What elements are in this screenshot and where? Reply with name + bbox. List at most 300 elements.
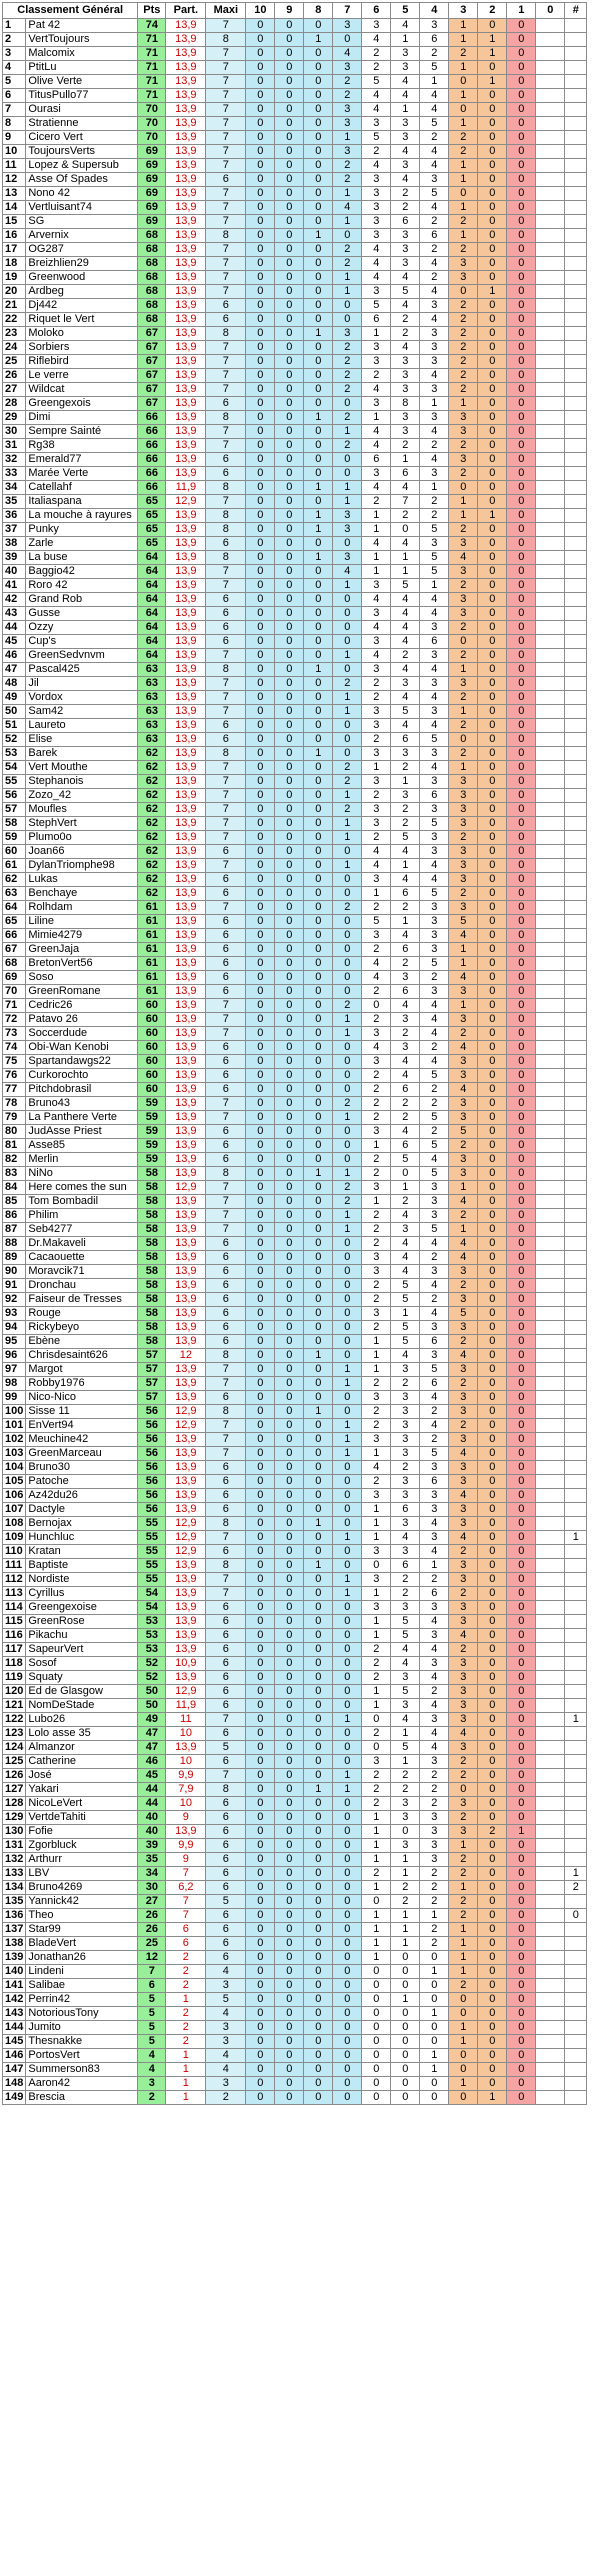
cell-name: Catherine <box>26 1755 138 1769</box>
table-row <box>3 635 587 649</box>
cell-c1: 0 <box>507 1699 536 1713</box>
cell-c2: 0 <box>478 1657 507 1671</box>
cell-name: GreenSedvnvm <box>26 649 138 663</box>
cell-pts: 67 <box>138 327 166 341</box>
cell-c10: 0 <box>246 1531 275 1545</box>
cell-c5: 6 <box>391 887 420 901</box>
cell-pts: 54 <box>138 1587 166 1601</box>
cell-part: 13,9 <box>166 1027 206 1041</box>
cell-c3: 2 <box>449 1811 478 1825</box>
cell-c8: 0 <box>304 2077 333 2091</box>
cell-c1: 0 <box>507 1531 536 1545</box>
cell-c7: 0 <box>333 1643 362 1657</box>
cell-c9: 0 <box>275 1069 304 1083</box>
cell-part: 13,9 <box>166 817 206 831</box>
cell-hash <box>565 1503 587 1517</box>
cell-pts: 53 <box>138 1629 166 1643</box>
cell-c9: 0 <box>275 2021 304 2035</box>
cell-hash <box>565 803 587 817</box>
table-row <box>3 1671 587 1685</box>
cell-c6: 3 <box>362 19 391 33</box>
table-row <box>3 1881 587 1895</box>
cell-c8: 0 <box>304 957 333 971</box>
cell-c1: 0 <box>507 1363 536 1377</box>
cell-c10: 0 <box>246 1391 275 1405</box>
cell-maxi: 6 <box>206 467 246 481</box>
cell-c6: 3 <box>362 579 391 593</box>
cell-c2: 0 <box>478 1755 507 1769</box>
cell-c8: 0 <box>304 19 333 33</box>
cell-c8: 0 <box>304 2035 333 2049</box>
cell-c2: 0 <box>478 1489 507 1503</box>
cell-c1: 0 <box>507 2091 536 2105</box>
cell-c7: 0 <box>333 2049 362 2063</box>
cell-c1: 0 <box>507 1111 536 1125</box>
cell-c5: 1 <box>391 1909 420 1923</box>
cell-c0 <box>536 537 565 551</box>
cell-c8: 0 <box>304 1027 333 1041</box>
cell-pts: 66 <box>138 439 166 453</box>
cell-c6: 0 <box>362 2021 391 2035</box>
cell-c0 <box>536 565 565 579</box>
cell-hash <box>565 271 587 285</box>
cell-rank: 48 <box>3 677 26 691</box>
cell-part: 1 <box>166 2063 206 2077</box>
cell-c7: 3 <box>333 145 362 159</box>
cell-c0 <box>536 1671 565 1685</box>
cell-c8: 0 <box>304 1223 333 1237</box>
cell-c2: 0 <box>478 1083 507 1097</box>
cell-name: Grand Rob <box>26 593 138 607</box>
cell-c9: 0 <box>275 1433 304 1447</box>
cell-maxi: 6 <box>206 1265 246 1279</box>
cell-hash <box>565 1377 587 1391</box>
cell-c3: 1 <box>449 999 478 1013</box>
cell-c10: 0 <box>246 1573 275 1587</box>
cell-c9: 0 <box>275 1293 304 1307</box>
cell-c5: 6 <box>391 467 420 481</box>
cell-maxi: 6 <box>206 1853 246 1867</box>
cell-name: Faiseur de Tresses <box>26 1293 138 1307</box>
cell-c3: 0 <box>449 187 478 201</box>
cell-c9: 0 <box>275 369 304 383</box>
cell-c8: 0 <box>304 1153 333 1167</box>
cell-c4: 3 <box>420 677 449 691</box>
cell-part: 11,9 <box>166 481 206 495</box>
cell-maxi: 6 <box>206 621 246 635</box>
cell-maxi: 8 <box>206 327 246 341</box>
cell-name: Seb4277 <box>26 1223 138 1237</box>
cell-name: Pikachu <box>26 1629 138 1643</box>
cell-c8: 1 <box>304 411 333 425</box>
cell-c6: 3 <box>362 1545 391 1559</box>
cell-pts: 62 <box>138 873 166 887</box>
table-row <box>3 1979 587 1993</box>
cell-hash <box>565 999 587 1013</box>
cell-name: Bruno43 <box>26 1097 138 1111</box>
cell-pts: 69 <box>138 201 166 215</box>
cell-pts: 57 <box>138 1377 166 1391</box>
cell-c5: 2 <box>391 509 420 523</box>
cell-c6: 2 <box>362 1153 391 1167</box>
table-row <box>3 173 587 187</box>
cell-hash <box>565 2077 587 2091</box>
cell-hash <box>565 19 587 33</box>
cell-c7: 0 <box>333 537 362 551</box>
cell-c10: 0 <box>246 1923 275 1937</box>
cell-c8: 0 <box>304 2063 333 2077</box>
cell-rank: 45 <box>3 635 26 649</box>
cell-rank: 76 <box>3 1069 26 1083</box>
cell-name: GreenRose <box>26 1615 138 1629</box>
cell-rank: 128 <box>3 1797 26 1811</box>
cell-c10: 0 <box>246 901 275 915</box>
cell-name: Riquet le Vert <box>26 313 138 327</box>
cell-pts: 68 <box>138 313 166 327</box>
cell-rank: 109 <box>3 1531 26 1545</box>
cell-maxi: 7 <box>206 1433 246 1447</box>
table-row <box>3 1139 587 1153</box>
cell-c9: 0 <box>275 915 304 929</box>
cell-c7: 1 <box>333 1363 362 1377</box>
cell-maxi: 6 <box>206 873 246 887</box>
cell-c6: 2 <box>362 1069 391 1083</box>
cell-rank: 12 <box>3 173 26 187</box>
cell-pts: 45 <box>138 1769 166 1783</box>
cell-maxi: 8 <box>206 509 246 523</box>
cell-c5: 3 <box>391 1013 420 1027</box>
cell-c4: 2 <box>420 971 449 985</box>
cell-c8: 0 <box>304 1265 333 1279</box>
cell-pts: 65 <box>138 537 166 551</box>
cell-c10: 0 <box>246 1853 275 1867</box>
cell-pts: 69 <box>138 145 166 159</box>
cell-c9: 0 <box>275 1307 304 1321</box>
cell-hash <box>565 1307 587 1321</box>
cell-c3: 1 <box>449 1181 478 1195</box>
cell-rank: 101 <box>3 1419 26 1433</box>
cell-name: Baptiste <box>26 1559 138 1573</box>
cell-part: 2 <box>166 2021 206 2035</box>
cell-c0 <box>536 369 565 383</box>
cell-c3: 2 <box>449 327 478 341</box>
cell-c0 <box>536 1601 565 1615</box>
cell-c2: 0 <box>478 1349 507 1363</box>
cell-c2: 0 <box>478 453 507 467</box>
cell-part: 13,9 <box>166 831 206 845</box>
cell-c1: 0 <box>507 1153 536 1167</box>
cell-c10: 0 <box>246 75 275 89</box>
table-row <box>3 2007 587 2021</box>
table-row <box>3 481 587 495</box>
cell-name: Soso <box>26 971 138 985</box>
cell-c4: 4 <box>420 257 449 271</box>
cell-c3: 3 <box>449 257 478 271</box>
cell-c7: 3 <box>333 509 362 523</box>
cell-c7: 2 <box>333 341 362 355</box>
cell-pts: 71 <box>138 61 166 75</box>
cell-name: NomDeStade <box>26 1699 138 1713</box>
cell-maxi: 8 <box>206 1167 246 1181</box>
cell-pts: 59 <box>138 1139 166 1153</box>
cell-c1: 0 <box>507 1265 536 1279</box>
cell-c0 <box>536 467 565 481</box>
cell-c4: 3 <box>420 649 449 663</box>
cell-c6: 3 <box>362 1307 391 1321</box>
cell-hash <box>565 1587 587 1601</box>
cell-hash <box>565 1923 587 1937</box>
cell-c2: 0 <box>478 1195 507 1209</box>
cell-c1: 0 <box>507 1951 536 1965</box>
cell-c1: 0 <box>507 565 536 579</box>
cell-c2: 0 <box>478 313 507 327</box>
cell-c7: 1 <box>333 831 362 845</box>
cell-name: Sisse 11 <box>26 1405 138 1419</box>
cell-c4: 0 <box>420 2021 449 2035</box>
cell-c4: 1 <box>420 1909 449 1923</box>
cell-c5: 1 <box>391 1181 420 1195</box>
cell-rank: 81 <box>3 1139 26 1153</box>
cell-c9: 0 <box>275 47 304 61</box>
cell-c0 <box>536 789 565 803</box>
cell-rank: 13 <box>3 187 26 201</box>
cell-c5: 4 <box>391 1713 420 1727</box>
cell-c9: 0 <box>275 1083 304 1097</box>
cell-c5: 2 <box>391 761 420 775</box>
cell-c0 <box>536 1293 565 1307</box>
cell-c5: 0 <box>391 2021 420 2035</box>
cell-c1: 0 <box>507 1237 536 1251</box>
cell-pts: 58 <box>138 1293 166 1307</box>
cell-name: Az42du26 <box>26 1489 138 1503</box>
cell-c10: 0 <box>246 1293 275 1307</box>
cell-c6: 4 <box>362 845 391 859</box>
cell-c2: 1 <box>478 285 507 299</box>
cell-c4: 2 <box>420 439 449 453</box>
cell-hash <box>565 1727 587 1741</box>
cell-name: NotoriousTony <box>26 2007 138 2021</box>
cell-c0 <box>536 2049 565 2063</box>
cell-c10: 0 <box>246 61 275 75</box>
cell-c7: 1 <box>333 1783 362 1797</box>
cell-hash <box>565 523 587 537</box>
cell-c6: 0 <box>362 1965 391 1979</box>
cell-c5: 3 <box>391 1489 420 1503</box>
cell-c5: 3 <box>391 1699 420 1713</box>
cell-rank: 106 <box>3 1489 26 1503</box>
cell-c7: 1 <box>333 691 362 705</box>
cell-c10: 0 <box>246 985 275 999</box>
cell-part: 13,9 <box>166 1055 206 1069</box>
cell-maxi: 7 <box>206 1447 246 1461</box>
cell-part: 2 <box>166 2035 206 2049</box>
cell-c0 <box>536 607 565 621</box>
cell-c10: 0 <box>246 1111 275 1125</box>
cell-c6: 6 <box>362 453 391 467</box>
cell-c9: 0 <box>275 439 304 453</box>
table-title: Classement Général <box>3 3 138 19</box>
table-row <box>3 999 587 1013</box>
cell-c9: 0 <box>275 691 304 705</box>
cell-c7: 2 <box>333 173 362 187</box>
cell-c9: 0 <box>275 173 304 187</box>
cell-rank: 99 <box>3 1391 26 1405</box>
cell-rank: 39 <box>3 551 26 565</box>
cell-name: Rolhdam <box>26 901 138 915</box>
cell-rank: 78 <box>3 1097 26 1111</box>
cell-c4: 3 <box>420 1713 449 1727</box>
cell-c2: 0 <box>478 173 507 187</box>
cell-pts: 61 <box>138 915 166 929</box>
cell-rank: 125 <box>3 1755 26 1769</box>
cell-c1: 0 <box>507 425 536 439</box>
table-row <box>3 47 587 61</box>
cell-c4: 4 <box>420 453 449 467</box>
cell-pts: 62 <box>138 845 166 859</box>
cell-maxi: 6 <box>206 887 246 901</box>
cell-c4: 2 <box>420 1895 449 1909</box>
cell-c10: 0 <box>246 411 275 425</box>
cell-name: Cedric26 <box>26 999 138 1013</box>
cell-c6: 3 <box>362 1601 391 1615</box>
cell-c3: 2 <box>449 355 478 369</box>
cell-c6: 4 <box>362 243 391 257</box>
cell-hash <box>565 1293 587 1307</box>
cell-pts: 30 <box>138 1881 166 1895</box>
cell-c2: 0 <box>478 1671 507 1685</box>
table-row <box>3 929 587 943</box>
cell-maxi: 6 <box>206 1069 246 1083</box>
cell-c4: 4 <box>420 313 449 327</box>
cell-maxi: 8 <box>206 1783 246 1797</box>
cell-name: Nordiste <box>26 1573 138 1587</box>
cell-name: Spartandawgs22 <box>26 1055 138 1069</box>
cell-c5: 3 <box>391 789 420 803</box>
cell-c5: 1 <box>391 1993 420 2007</box>
cell-maxi: 6 <box>206 1461 246 1475</box>
cell-pts: 56 <box>138 1405 166 1419</box>
cell-name: BretonVert56 <box>26 957 138 971</box>
cell-c8: 0 <box>304 1055 333 1069</box>
cell-c6: 2 <box>362 1377 391 1391</box>
cell-c9: 0 <box>275 621 304 635</box>
cell-c4: 4 <box>420 103 449 117</box>
cell-name: Laureto <box>26 719 138 733</box>
cell-pts: 56 <box>138 1419 166 1433</box>
cell-c7: 1 <box>333 649 362 663</box>
cell-c2: 0 <box>478 355 507 369</box>
cell-name: Arvernix <box>26 229 138 243</box>
cell-c1: 0 <box>507 103 536 117</box>
cell-name: DylanTriomphe98 <box>26 859 138 873</box>
cell-c5: 4 <box>391 271 420 285</box>
cell-hash <box>565 1951 587 1965</box>
cell-name: Baggio42 <box>26 565 138 579</box>
cell-c9: 0 <box>275 579 304 593</box>
cell-c3: 4 <box>449 1447 478 1461</box>
cell-c0 <box>536 2035 565 2049</box>
cell-c4: 2 <box>420 1125 449 1139</box>
cell-c2: 0 <box>478 1531 507 1545</box>
cell-c7: 3 <box>333 327 362 341</box>
cell-c5: 3 <box>391 1447 420 1461</box>
cell-c4: 3 <box>420 1181 449 1195</box>
cell-c1: 0 <box>507 1615 536 1629</box>
cell-rank: 32 <box>3 453 26 467</box>
table-row <box>3 845 587 859</box>
cell-c6: 3 <box>362 1489 391 1503</box>
cell-c0 <box>536 1881 565 1895</box>
cell-c0 <box>536 1433 565 1447</box>
cell-name: StephVert <box>26 817 138 831</box>
cell-part: 13,9 <box>166 285 206 299</box>
cell-hash <box>565 1895 587 1909</box>
table-row <box>3 2049 587 2063</box>
cell-part: 13,9 <box>166 1041 206 1055</box>
cell-rank: 114 <box>3 1601 26 1615</box>
cell-c10: 0 <box>246 1265 275 1279</box>
cell-c4: 4 <box>420 1307 449 1321</box>
cell-c1: 0 <box>507 1545 536 1559</box>
cell-c2: 0 <box>478 1517 507 1531</box>
cell-maxi: 7 <box>206 383 246 397</box>
cell-c7: 1 <box>333 1223 362 1237</box>
cell-c7: 0 <box>333 1895 362 1909</box>
cell-pts: 67 <box>138 355 166 369</box>
cell-c0 <box>536 915 565 929</box>
cell-c5: 2 <box>391 1783 420 1797</box>
cell-hash <box>565 1055 587 1069</box>
cell-part: 12,9 <box>166 1405 206 1419</box>
cell-c7: 0 <box>333 1853 362 1867</box>
cell-c4: 2 <box>420 47 449 61</box>
cell-c5: 4 <box>391 19 420 33</box>
cell-part: 13,9 <box>166 19 206 33</box>
cell-c1: 0 <box>507 1797 536 1811</box>
cell-c6: 2 <box>362 1223 391 1237</box>
cell-c4: 4 <box>420 425 449 439</box>
cell-part: 13,9 <box>166 1069 206 1083</box>
cell-name: VertdeTahiti <box>26 1811 138 1825</box>
cell-hash <box>565 649 587 663</box>
cell-c1: 0 <box>507 313 536 327</box>
cell-c0 <box>536 47 565 61</box>
cell-c5: 7 <box>391 495 420 509</box>
cell-c8: 0 <box>304 1573 333 1587</box>
cell-part: 2 <box>166 1951 206 1965</box>
cell-c0 <box>536 1741 565 1755</box>
cell-pts: 62 <box>138 803 166 817</box>
cell-maxi: 6 <box>206 1237 246 1251</box>
cell-c7: 3 <box>333 61 362 75</box>
cell-part: 7 <box>166 1909 206 1923</box>
cell-c7: 0 <box>333 719 362 733</box>
cell-name: Arthurr <box>26 1853 138 1867</box>
cell-part: 7 <box>166 1895 206 1909</box>
cell-c9: 0 <box>275 1559 304 1573</box>
cell-maxi: 7 <box>206 1419 246 1433</box>
cell-c5: 5 <box>391 1685 420 1699</box>
cell-c3: 0 <box>449 1993 478 2007</box>
cell-part: 13,9 <box>166 873 206 887</box>
cell-c9: 0 <box>275 411 304 425</box>
cell-c3: 5 <box>449 1125 478 1139</box>
cell-c3: 3 <box>449 1657 478 1671</box>
table-row <box>3 607 587 621</box>
cell-c4: 2 <box>420 1041 449 1055</box>
cell-c2: 0 <box>478 2077 507 2091</box>
cell-c1: 0 <box>507 1713 536 1727</box>
